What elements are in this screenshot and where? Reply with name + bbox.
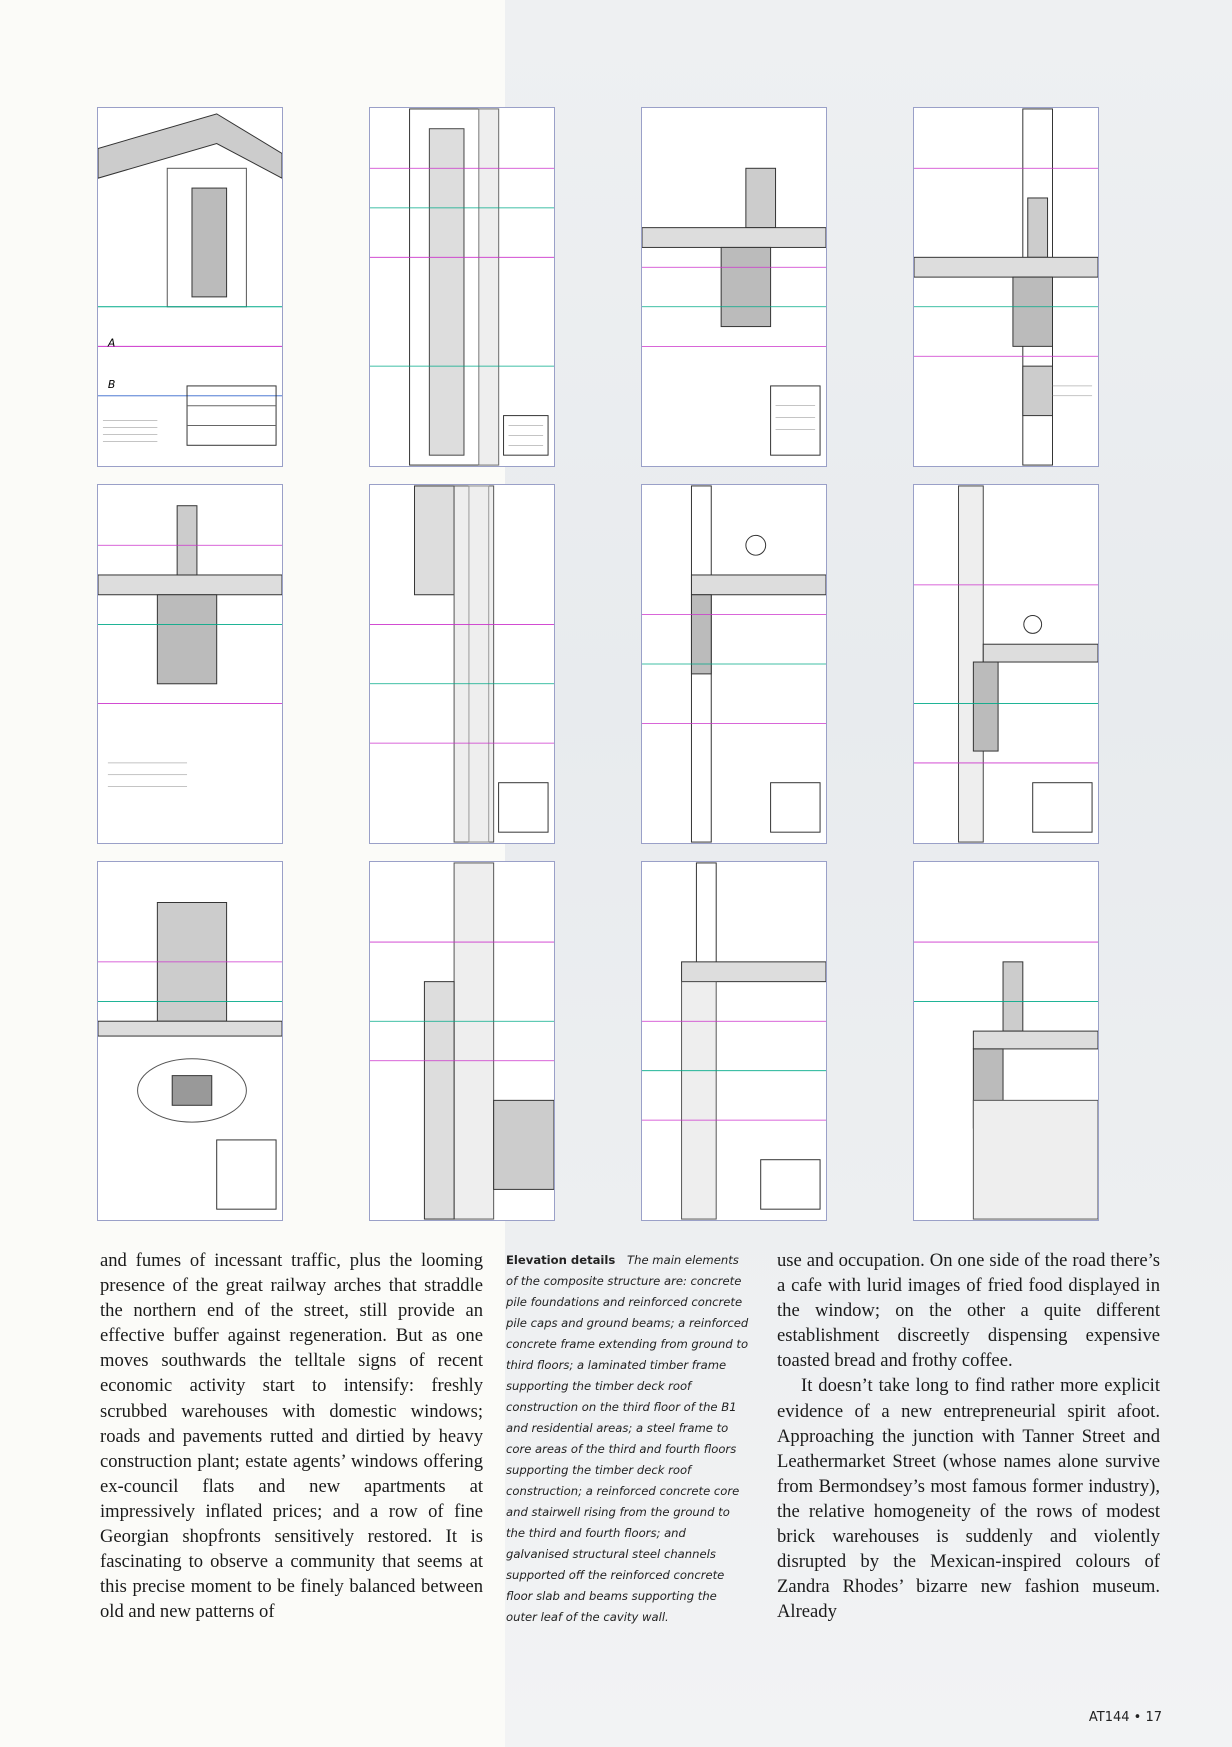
caption-lead: Elevation details <box>506 1253 624 1267</box>
drawing-slab-edge <box>913 484 1099 844</box>
drawing-parapet <box>369 107 555 467</box>
drawing-shopfront <box>913 861 1099 1221</box>
drawings-grid <box>97 107 1157 1222</box>
drawing-roof-eaves <box>97 107 283 467</box>
figure-caption <box>506 1250 751 1628</box>
body-paragraph-1: use and occupation. On one side of the road there’s a cafe with lurid images of fried food displayed in the window; on the other a quite different establishment discreetly dispensing expensive toasted bread and frothy coffee. <box>777 1250 1160 1372</box>
drawing-label-a: A <box>107 336 116 350</box>
page-folio: AT144 • 17 <box>1088 1710 1162 1725</box>
drawing-foundation <box>641 861 827 1221</box>
drawing-window-head <box>641 484 827 844</box>
drawing-cavity-wall-2 <box>369 861 555 1221</box>
body-column-right <box>777 1248 1160 1624</box>
drawing-balcony <box>97 861 283 1221</box>
drawing-curtain-wall <box>913 107 1099 467</box>
drawing-cavity-wall-1 <box>369 484 555 844</box>
caption-text: The main elements of the composite structure are: concrete pile foundations and reinforced concrete pile caps and ground beams; a reinforced concrete frame extending from ground to third floors; a laminated timber frame supporting the timber deck roof construction on the third floor of the B1 and residential areas; a steel frame to core areas of the third and fourth floors supporting the timber deck roof construction; a reinforced concrete core and stairwell rising from the ground to the third and fourth floors; and galvanised structural steel channels supported off the reinforced concrete floor slab and beams supporting the outer leaf of the cavity wall. <box>506 1253 749 1624</box>
body-paragraph-2: It doesn’t take long to find rather more explicit evidence of a new entrepreneurial spirit afoot. Approaching the junction with Tanner Street and Leathermarket Street (whose names alone survive from Bermondsey’s most famous former industry), the relative homogeneity of the rows of modest brick warehouses is suddenly and violently disrupted by the Mexican-inspired colours of Zandra Rhodes’ bizarre new fashion museum. Already <box>777 1375 1160 1623</box>
drawing-window-sill <box>641 107 827 467</box>
drawing-floor-edge-1 <box>97 484 283 844</box>
body-paragraph: and fumes of incessant traffic, plus the looming presence of the great railway arches that straddle the northern end of the street, still provide an effective buffer against regeneration. But as one moves southwards the telltale signs of recent economic activity start to intensify: freshly scrubbed warehouses with domestic windows; roads and pavements rutted and dirtied by heavy construction plant; estate agents’ windows offering ex-council flats and new apartments at impressively inflated prices; and a row of fine Georgian shopfronts sensitively restored. It is fascinating to observe a community that seems at this precise moment to be finely balanced between old and new patterns of <box>100 1250 483 1623</box>
body-column-left <box>100 1248 483 1624</box>
drawing-label-b: B <box>107 377 116 391</box>
